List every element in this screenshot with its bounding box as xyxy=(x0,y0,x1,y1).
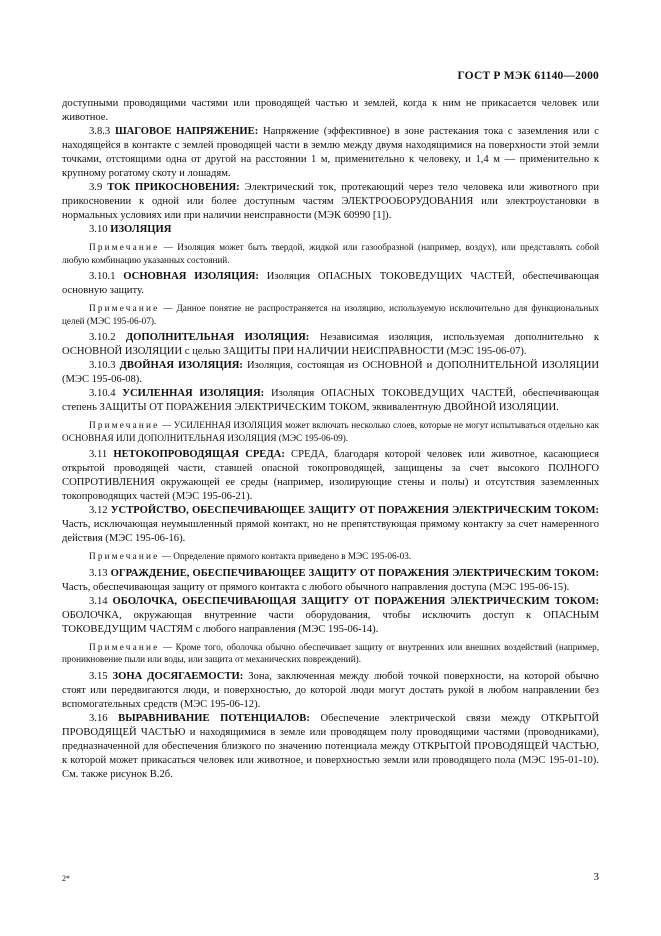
clause-text: Зона, заключенная между любой точкой поверхности, на которой обычно стоят или передвигаются люди, и поверхностью, до которой люди могут достать рукой в любом направлении без вспомогательных средств (МЭС 195-06-12). xyxy=(62,670,599,710)
clause-number: 3.12 xyxy=(89,505,108,516)
clause-term: ВЫРАВНИВАНИЕ ПОТЕНЦИАЛОВ: xyxy=(118,712,310,724)
note-3-12 xyxy=(62,550,599,563)
clause-number: 3.9 xyxy=(89,182,103,193)
clause-number: 3.10.1 xyxy=(89,271,116,282)
clause-number: 3.13 xyxy=(89,567,108,579)
clause-term: ЗОНА ДОСЯГАЕМОСТИ: xyxy=(112,670,244,682)
sheet-signature: 2* xyxy=(62,874,70,883)
document-body xyxy=(62,97,599,782)
clause-number: 3.8.3 xyxy=(89,126,111,137)
note-label: Примечание xyxy=(89,551,160,561)
clause-3-10-1 xyxy=(62,270,599,298)
clause-term: ОГРАЖДЕНИЕ, ОБЕСПЕЧИВАЮЩЕЕ ЗАЩИТУ ОТ ПОРАЖЕНИЯ ЭЛЕКТРИЧЕСКИМ ТОКОМ: xyxy=(110,567,600,579)
note-3-14 xyxy=(62,641,599,666)
clause-text: Изоляция, состоящая из ОСНОВНОЙ и ДОПОЛНИТЕЛЬНОЙ ИЗОЛЯЦИИ (МЭС 195-06-08). xyxy=(62,360,600,385)
clause-term: ДВОЙНАЯ ИЗОЛЯЦИЯ: xyxy=(119,360,243,371)
clause-3-16 xyxy=(62,712,599,782)
clause-term: ШАГОВОЕ НАПРЯЖЕНИЕ: xyxy=(114,126,259,137)
note-text: — Данное понятие не распространяется на изоляцию, используемую исключительно для функциональных целей (МЭС 195-06-07). xyxy=(62,303,600,326)
clause-text: Независимая изоляция, используемая дополнительно к ОСНОВНОЙ ИЗОЛЯЦИИ с целью ЗАЩИТЫ ПРИ НАЛИЧИИ НЕИСПРАВНОСТИ (МЭС 195-06-07). xyxy=(62,332,599,357)
clause-3-10-3 xyxy=(62,359,599,387)
clause-3-14 xyxy=(62,595,599,637)
clause-term: УСТРОЙСТВО, ОБЕСПЕЧИВАЮЩЕЕ ЗАЩИТУ ОТ ПОРАЖЕНИЯ ЭЛЕКТРИЧЕСКИМ ТОКОМ: xyxy=(110,505,599,516)
clause-term: НЕТОКОПРОВОДЯЩАЯ СРЕДА: xyxy=(113,449,285,460)
clause-text: Изоляция ОПАСНЫХ ТОКОВЕДУЩИХ ЧАСТЕЙ, обеспечивающая основную защиту. xyxy=(62,271,599,296)
clause-text: Часть, исключающая неумышленный прямой контакт, но не препятствующая прямому контакту за счет намеренного действия (МЭС 195-06-16). xyxy=(62,519,599,544)
note-text: — Определение прямого контакта приведено в МЭС 195-06-03. xyxy=(161,551,412,561)
clause-number: 3.10.3 xyxy=(89,360,116,371)
clause-3-10 xyxy=(62,223,599,237)
clause-text: Напряжение (эффективное) в зоне растекания тока с заземления или с находящейся в контакте с землей проводящей части в землю между двумя находящимися на поверхности этой земли точками, отстоящими одна от другой на расстоянии 1 м, применительно к человеку, и 1,4 м — применительно к крупному рогатому скоту и лошадям. xyxy=(62,126,599,179)
clause-3-13 xyxy=(62,567,599,595)
note-text: — УСИЛЕННАЯ ИЗОЛЯЦИЯ может включать несколько слоев, которые не могут испытываться отдельно как ОСНОВНАЯ ИЛИ ДОПОЛНИТЕЛЬНАЯ ИЗОЛЯЦИЯ (МЭС 195-06-09). xyxy=(62,420,599,443)
clause-number: 3.10.4 xyxy=(89,388,116,399)
clause-number: 3.10 xyxy=(89,224,108,235)
clause-3-15 xyxy=(62,670,599,712)
clause-3-8-3 xyxy=(62,125,599,181)
clause-text: СРЕДА, благодаря которой человек или животное, касающиеся открытой проводящей части, ставшей опасной токопроводящей, защищены за счет высокого ПОЛНОГО СОПРОТИВЛЕНИЯ окружающей ее среды (например, изолирующие стены и полы) и отсутствия заземленных токопроводящих частей (МЭС 195-06-21). xyxy=(62,449,600,502)
clause-text: ОБОЛОЧКА, окружающая внутренние части оборудования, чтобы исключить доступ к ОПАСНЫМ ТОКОВЕДУЩИМ ЧАСТЯМ с любого направления (МЭС 195-06-14). xyxy=(62,609,599,635)
clause-3-9 xyxy=(62,181,599,223)
clause-term: ТОК ПРИКОСНОВЕНИЯ: xyxy=(107,182,240,193)
clause-text: Изоляция ОПАСНЫХ ТОКОВЕДУЩИХ ЧАСТЕЙ, обеспечивающая степень ЗАЩИТЫ ОТ ПОРАЖЕНИЯ ЭЛЕКТРИЧЕСКИМ ТОКОМ, эквивалентную ДВОЙНОЙ ИЗОЛЯЦИИ. xyxy=(62,388,599,413)
clause-number: 3.14 xyxy=(89,595,108,607)
note-3-10-4 xyxy=(62,419,599,444)
clause-3-10-2 xyxy=(62,331,599,359)
standard-header: ГОСТ Р МЭК 61140—2000 xyxy=(457,70,599,82)
clause-term: ДОПОЛНИТЕЛЬНАЯ ИЗОЛЯЦИЯ: xyxy=(125,332,310,343)
clause-number: 3.11 xyxy=(89,449,108,460)
clause-term: ОБОЛОЧКА, ОБЕСПЕЧИВАЮЩАЯ ЗАЩИТУ ОТ ПОРАЖЕНИЯ ЭЛЕКТРИЧЕСКИМ ТОКОМ: xyxy=(112,595,599,607)
clause-3-12 xyxy=(62,504,599,546)
note-text: — Кроме того, оболочка обычно обеспечивает защиту от внутренних или внешних воздействий (например, проникновение пыли или воды, или защита от механических повреждений). xyxy=(62,641,599,664)
clause-text: Часть, обеспечивающая защиту от прямого контакта с любого обычного направления доступа (МЭС 195-06-15). xyxy=(62,581,570,593)
clause-text: Обеспечение электрической связи между ОТКРЫТОЙ ПРОВОДЯЩЕЙ ЧАСТЬЮ и находящимися в земле или проводящем полу проводящими частями (проводниками), предназначенной для обеспечения близкого по значению потенциала между ОТКРЫТОЙ ПРОВОДЯЩЕЙ ЧАСТЬЮ, к которой может прикасаться человек или животное, и поверхностью земли или проводящего пола (МЭС 195-01-10). См. также рисунок В.2б. xyxy=(62,712,600,780)
note-label: Примечание xyxy=(89,420,160,430)
page-number: 3 xyxy=(593,871,599,883)
clause-number: 3.10.2 xyxy=(89,332,116,343)
clause-term: ИЗОЛЯЦИЯ xyxy=(110,224,172,235)
note-label: Примечание xyxy=(89,242,160,252)
paragraph-continuation: доступными проводящими частями или проводящей частью и землей, когда к ним не прикасается человек или животное. xyxy=(62,98,599,123)
note-text: — Изоляция может быть твердой, жидкой или газообразной (например, воздух), или представлять собой любую комбинацию указанных состояний. xyxy=(62,242,599,265)
note-3-10-1 xyxy=(62,302,599,327)
clause-text: Электрический ток, протекающий через тело человека или животного при прикосновении к одной или более доступным частям ЭЛЕКТРООБОРУДОВАНИЯ или электроустановки в нормальных условиях или при наличии неисправности (МЭК 60990 [1]). xyxy=(62,182,600,221)
clause-3-11 xyxy=(62,448,599,504)
clause-number: 3.16 xyxy=(89,712,108,724)
clause-term: ОСНОВНАЯ ИЗОЛЯЦИЯ: xyxy=(123,271,259,282)
note-label: Примечание xyxy=(89,303,160,313)
clause-3-10-4 xyxy=(62,387,599,415)
clause-number: 3.15 xyxy=(89,670,108,682)
note-3-10 xyxy=(62,241,599,266)
clause-term: УСИЛЕННАЯ ИЗОЛЯЦИЯ: xyxy=(122,388,265,399)
note-label: Примечание xyxy=(89,641,160,652)
